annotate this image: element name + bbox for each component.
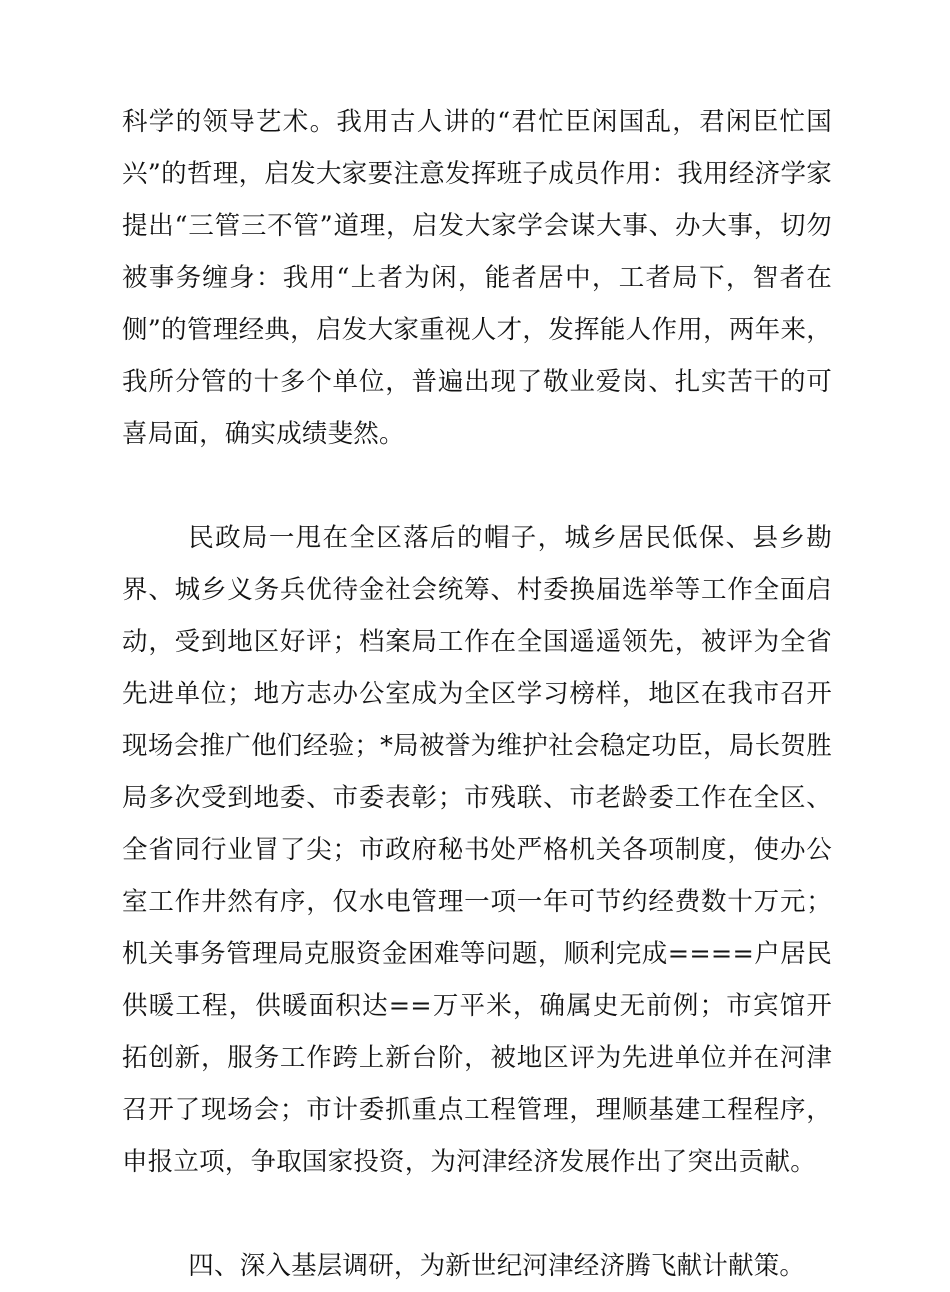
document-body [122,96,832,1292]
paragraph-3: 四、深入基层调研，为新世纪河津经济腾飞献计献策。 [188,1251,806,1281]
paragraph-2: 民政局一甩在全区落后的帽子，城乡居民低保、县乡勘界、城乡义务兵优待金社会统筹、村委换届选举等工作全面启动，受到地区好评；档案局工作在全国遥遥领先，被评为全省先进单位；地方志办公室成为全区学习榜样，地区在我市召开现场会推广他们经验；*局被誉为维护社会稳定功臣，局长贺胜局多次受到地委、市委表彰；市残联、市老龄委工作在全区、全省同行业冒了尖；市政府秘书处严格机关各项制度，使办公室工作井然有序，仅水电管理一项一年可节约经费数十万元；机关事务管理局克服资金困难等问题，顺利完成====户居民供暖工程，供暖面积达==万平米，确属史无前例；市宾馆开拓创新，服务工作跨上新台阶，被地区评为先进单位并在河津召开了现场会；市计委抓重点工程管理，理顺基建工程程序，申报立项，争取国家投资，为河津经济发展作出了突出贡献。 [122,523,832,1177]
paragraph-1: 科学的领导艺术。我用古人讲的“君忙臣闲国乱，君闲臣忙国兴”的哲理，启发大家要注意发挥班子成员作用：我用经济学家提出“三管三不管”道理，启发大家学会谋大事、办大事，切勿被事务缠身：我用“上者为闲，能者居中，工者局下，智者在侧”的管理经典，启发大家重视人才，发挥能人作用，两年来，我所分管的十多个单位，普遍出现了敬业爱岗、扎实苦干的可喜局面，确实成绩斐然。 [122,107,832,449]
paragraph-spacer-1 [122,460,832,512]
paragraph-spacer-2 [122,1188,832,1240]
